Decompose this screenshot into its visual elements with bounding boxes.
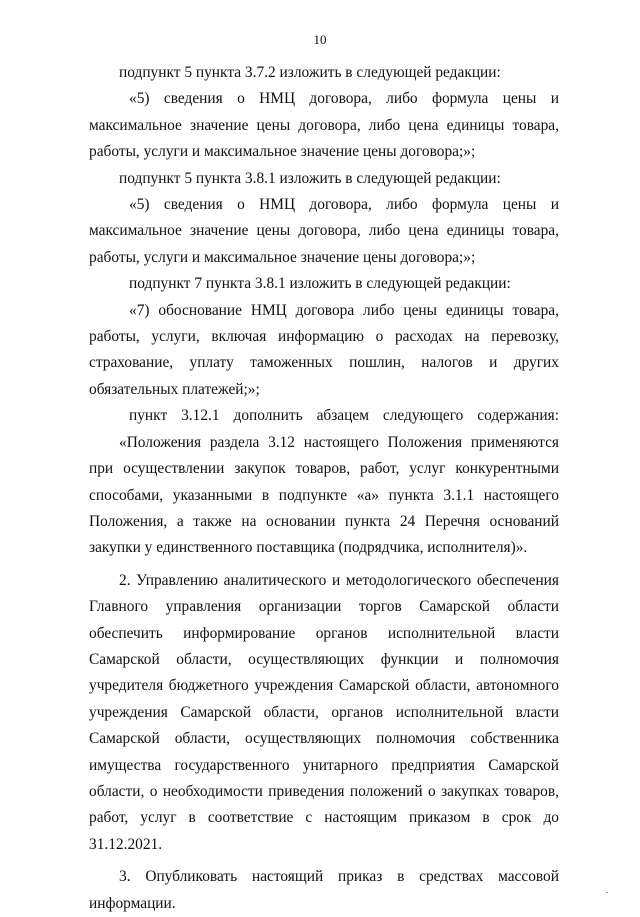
paragraph-subpoint-7-3-8-1-text: «7) обоснование НМЦ договора либо цены единицы товара, работы, услуги, включая информацию о расходах на перевозку, страхование, уплату таможенных пошлин, налогов и других обязательных платежей;»; (89, 301, 559, 398)
paragraph-subpoint-5-3-8-1-intro: подпункт 5 пункта 3.8.1 изложить в следующей редакции: (119, 169, 501, 187)
paragraph-point-3-12-1-text: «Положения раздела 3.12 настоящего Положения применяются при осуществлении закупок товаров, работ, услуг конкурентными способами, указанными в подпункте «а» пункта 3.1.1 настоящего Положения, а также на основании пункта 24 Перечня оснований закупки у единственного поставщика (подрядчика, исполнителя)». (89, 433, 559, 557)
paragraph-subpoint-5-3-7-2-intro: подпункт 5 пункта 3.7.2 изложить в следующей редакции: (119, 64, 501, 81)
paragraph-subpoint-5-3-8-1-text: «5) сведения о НМЦ договора, либо формула цены и максимальное значение цены договора, либо цена единицы товара, работы, услуги и максимальное значение цены договора;»; (89, 196, 559, 266)
paragraph-item-3: 3. Опубликовать настоящий приказ в средствах массовой информации. (89, 868, 559, 912)
paragraph-point-3-12-1-intro: пункт 3.12.1 дополнить абзацем следующего содержания: (129, 407, 559, 425)
paragraph-subpoint-7-3-8-1-intro: подпункт 7 пункта 3.8.1 изложить в следующей редакции: (129, 275, 511, 293)
document-body (89, 60, 559, 917)
page-number: 10 (313, 32, 327, 47)
paragraph-subpoint-5-3-7-2-text: «5) сведения о НМЦ договора, либо формула цены и максимальное значение цены договора, либо цена единицы товара, работы, услуги и максимальное значение цены договора;»; (89, 90, 559, 161)
scan-mark (606, 892, 608, 893)
paragraph-item-2: 2. Управлению аналитического и методологического обеспечения Главного управления организации торгов Самарской области обеспечить информирование органов исполнительной власти Самарской области, осуществляющих функции и полномочия учредителя бюджетного учреждения Самарской области, автономного учреждения Самарской области, органов исполнительной власти Самарской области, осуществляющих полномочия собственника имущества государственного унитарного предприятия Самарской области, о необходимости приведения положений о закупках товаров, работ, услуг в соответствие с настоящим приказом в срок до 31.12.2021. (89, 571, 559, 853)
